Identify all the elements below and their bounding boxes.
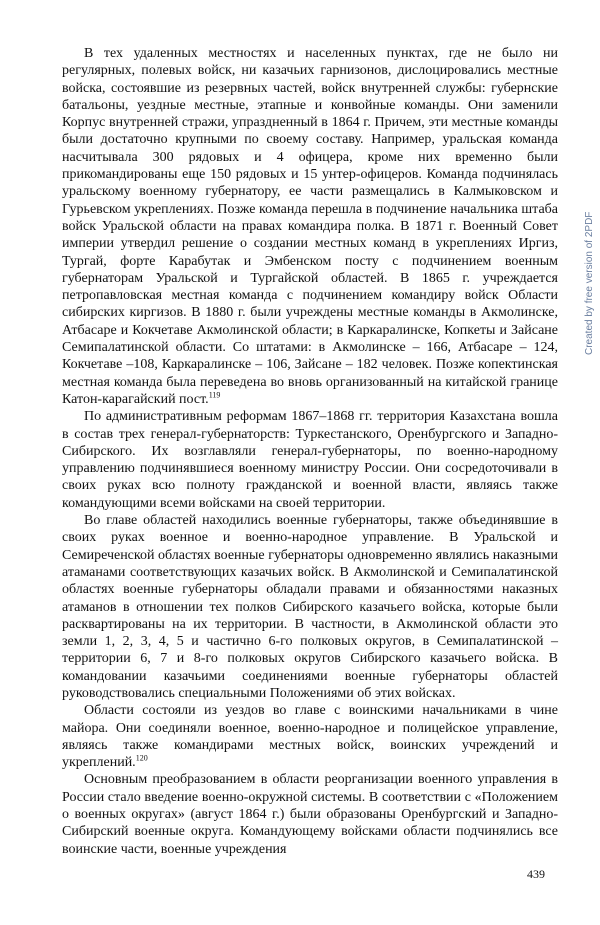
paragraph-text: По административным реформам 1867–1868 гг. территория Казахстана вошла в состав трех генерал-губернаторств: Туркестанского, Оренбургского и Западно-Сибирского. Их возглавляли генерал-губернаторы, по военно-народному управлению подчинявшиеся военному министру России. Они сосредоточивали в своих руках всю полноту гражданской и военной власти, являясь также командующими всеми войсками на своей территории. <box>62 409 558 511</box>
watermark-vertical <box>584 195 596 355</box>
paragraph-text: Области состояли из уездов во главе с воинскими начальниками в чине майора. Они соединяли военное, военно-народное и полицейское управление, являясь также командирами местных войск, воинских учреждений и укреплений. <box>62 703 558 771</box>
paragraph-text: В тех удаленных местностях и населенных пунктах, где не было ни регулярных, полевых войск, ни казачьих гарнизонов, дислоцировались местные войска, состоявшие из резервных частей, войск внутренней службы: губернские батальоны, уездные местные, этапные и конвойные команды. Они заменили Корпус внутренней стражи, упраздненный в 1864 г. Причем, эти местные команды были достаточно крупными по своему составу. Например, уральская команда насчитывала 300 рядовых и 4 офицера, кроме них временно были прикомандированы еще 150 рядовых и 15 унтер-офицеров. Команда подчинялась уральскому военному губернатору, ее части размещались в Калмыковском и Гурьевском укреплениях. Позже команда перешла в подчинение начальника штаба войск Уральской области на правах командира полка. В 1871 г. Военный Совет империи утвердил решение о создании местных команд в укреплениях Иргиз, Тургай, форте Карабутак и Эмбенском посту с подчинением военным губернаторам Уральской и Тургайской областей. В 1865 г. учреждается петропавловская местная команда с подчинением командиру войск Области сибирских киргизов. В 1880 г. были учреждены местные команды в Акмолинске, Атбасаре и Кокчетаве Акмолинской области; в Каркаралинске, Копкеты и Зайсане Семипалатинской области. Со штатами: в Акмолинске – 166, Атбасаре – 124, Кокчетаве –108, Каркаралинске – 106, Зайсане – 182 человек. Позже копектинская местная команда была переведена во вновь организованный на китайской границе Катон-карагайский пост. <box>62 46 558 407</box>
body-text <box>62 45 558 858</box>
page-number: 439 <box>527 867 545 881</box>
watermark-text: Created by free version of 2PDF <box>584 211 595 355</box>
paragraph-uyezds <box>62 702 558 771</box>
paragraph-administrative-reforms <box>62 408 558 512</box>
paragraph-military-districts <box>62 771 558 857</box>
footnote-marker: 120 <box>135 753 148 763</box>
paragraph-military-governors <box>62 512 558 702</box>
footnote-marker: 119 <box>208 390 221 400</box>
paragraph-text: Основным преобразованием в области реорганизации военного управления в России стало введение военно-окружной системы. В соответствии с «Положением о военных округах» (август 1864 г.) были образованы Оренбургский и Западно-Сибирский военные округа. Командующему войсками области подчинялись все воинские части, военные учреждения <box>62 772 558 857</box>
paragraph-local-troops <box>62 45 558 408</box>
paragraph-text: Во главе областей находились военные губернаторы, также объединявшие в своих руках военное и военно-народное управление. В Уральской и Семиреченской областях военные губернаторы одновременно являлись наказными атаманами соответствующих казачьих войск. В Акмолинской и Семипалатинской областях военные губернаторы обладали правами и обязанностями наказных атаманов в отношении тех полков Сибирского казачьего войска, которые были расквартированы на их территории. В частности, в Акмолинской области это земли 1, 2, 3, 4, 5 и частично 6-го полковых округов, в Семипалатинской – территории 6, 7 и 8-го полковых округов Сибирского казачьего войска. В командовании казачьими соединениями военные губернаторы областей руководствовались специальными Положениями об этих войсках. <box>62 513 558 701</box>
